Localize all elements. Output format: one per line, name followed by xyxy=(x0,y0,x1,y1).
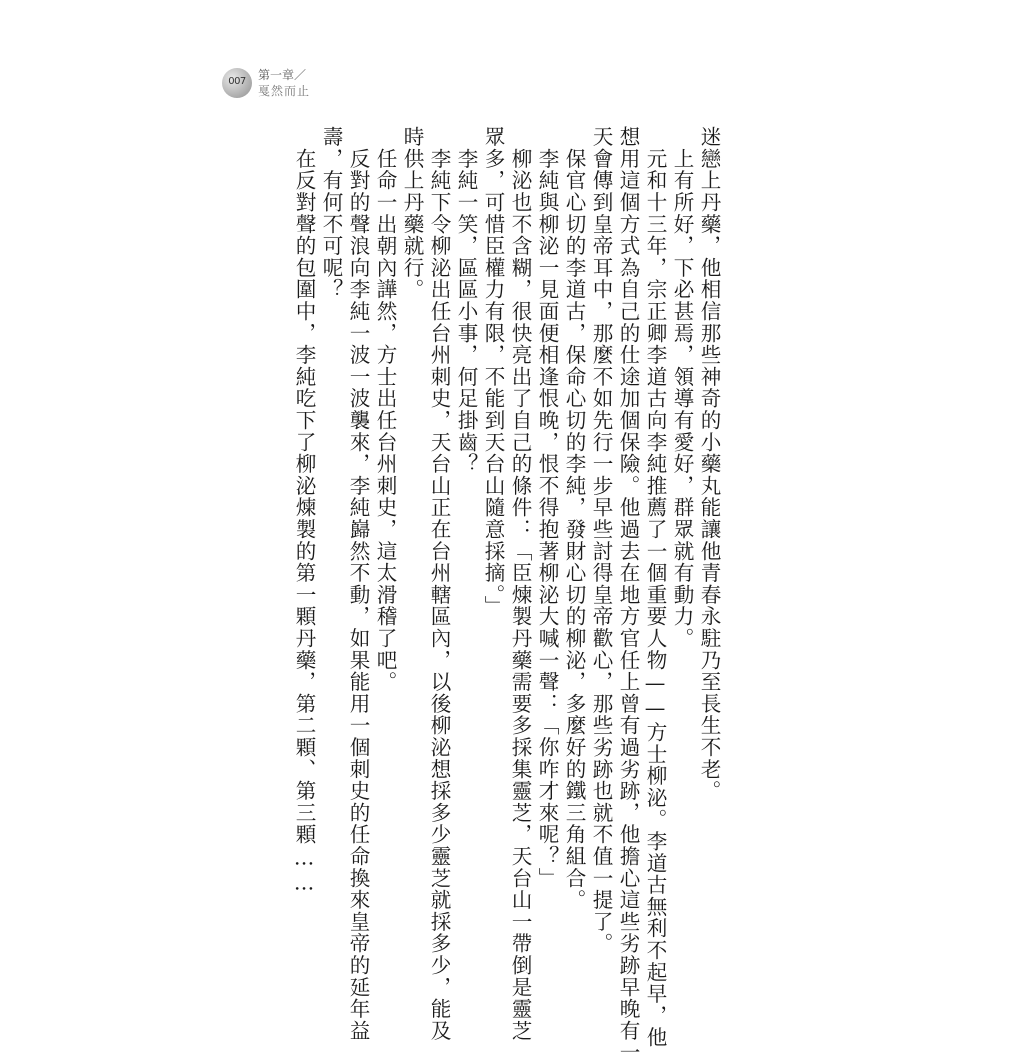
text-line: 壽，有何不可呢？ xyxy=(319,126,343,301)
page-header xyxy=(222,66,342,100)
text-line: 迷戀上丹藥，他相信那些神奇的小藥丸能讓他青春永駐乃至長生不老。 xyxy=(697,126,721,802)
text-line: 上有所好，下必甚焉，領導有愛好，群眾就有動力。 xyxy=(670,126,694,650)
chapter-subtitle: 戛然而止 xyxy=(258,84,311,98)
text-line: 元和十三年，宗正卿李道古向李純推薦了一個重要人物——方士柳泌。李道古無利不起早，他 xyxy=(643,126,667,1049)
chapter-title: 第一章／ xyxy=(258,68,307,82)
text-line: 天會傳到皇帝耳中，那麼不如先行一步早些討得皇帝歡心，那些劣跡也就不值一提了。 xyxy=(589,126,613,955)
text-line: 反對的聲浪向李純一波一波襲來，李純巋然不動，如果能用一個刺史的任命換來皇帝的延年益 xyxy=(346,126,370,1042)
text-line: 任命一出朝內譁然，方士出任台州刺史，這太滑稽了吧。 xyxy=(373,126,397,693)
text-line: 李純下令柳泌出任台州刺史，天台山正在台州轄區內，以後柳泌想採多少靈芝就採多少，能及 xyxy=(427,126,451,1042)
text-line: 眾多，可惜臣權力有限，不能到天台山隨意採摘。」 xyxy=(481,126,505,618)
text-line: 在反對聲的包圍中，李純吃下了柳泌煉製的第一顆丹藥，第二顆、第三顆…… xyxy=(292,126,316,896)
text-line: 時供上丹藥就行。 xyxy=(400,126,424,301)
text-line: 想用這個方式為自己的仕途加個保險。他過去在地方官任上曾有過劣跡，他擔心這些劣跡早晚有一 xyxy=(616,126,640,1063)
page-number: 007 xyxy=(228,76,246,87)
text-line: 李純一笑，區區小事，何足掛齒？ xyxy=(454,126,478,475)
text-line: 保官心切的李道古，保命心切的李純，發財心切的柳泌，多麼好的鐵三角組合。 xyxy=(562,126,586,911)
body-text xyxy=(292,126,722,1063)
text-line: 柳泌也不含糊，很快亮出了自己的條件：「臣煉製丹藥需要多採集靈芝，天台山一帶倒是靈芝 xyxy=(508,126,532,1042)
text-line: 李純與柳泌一見面便相逢恨晚，恨不得抱著柳泌大喊一聲：「你咋才來呢？」 xyxy=(535,126,559,889)
